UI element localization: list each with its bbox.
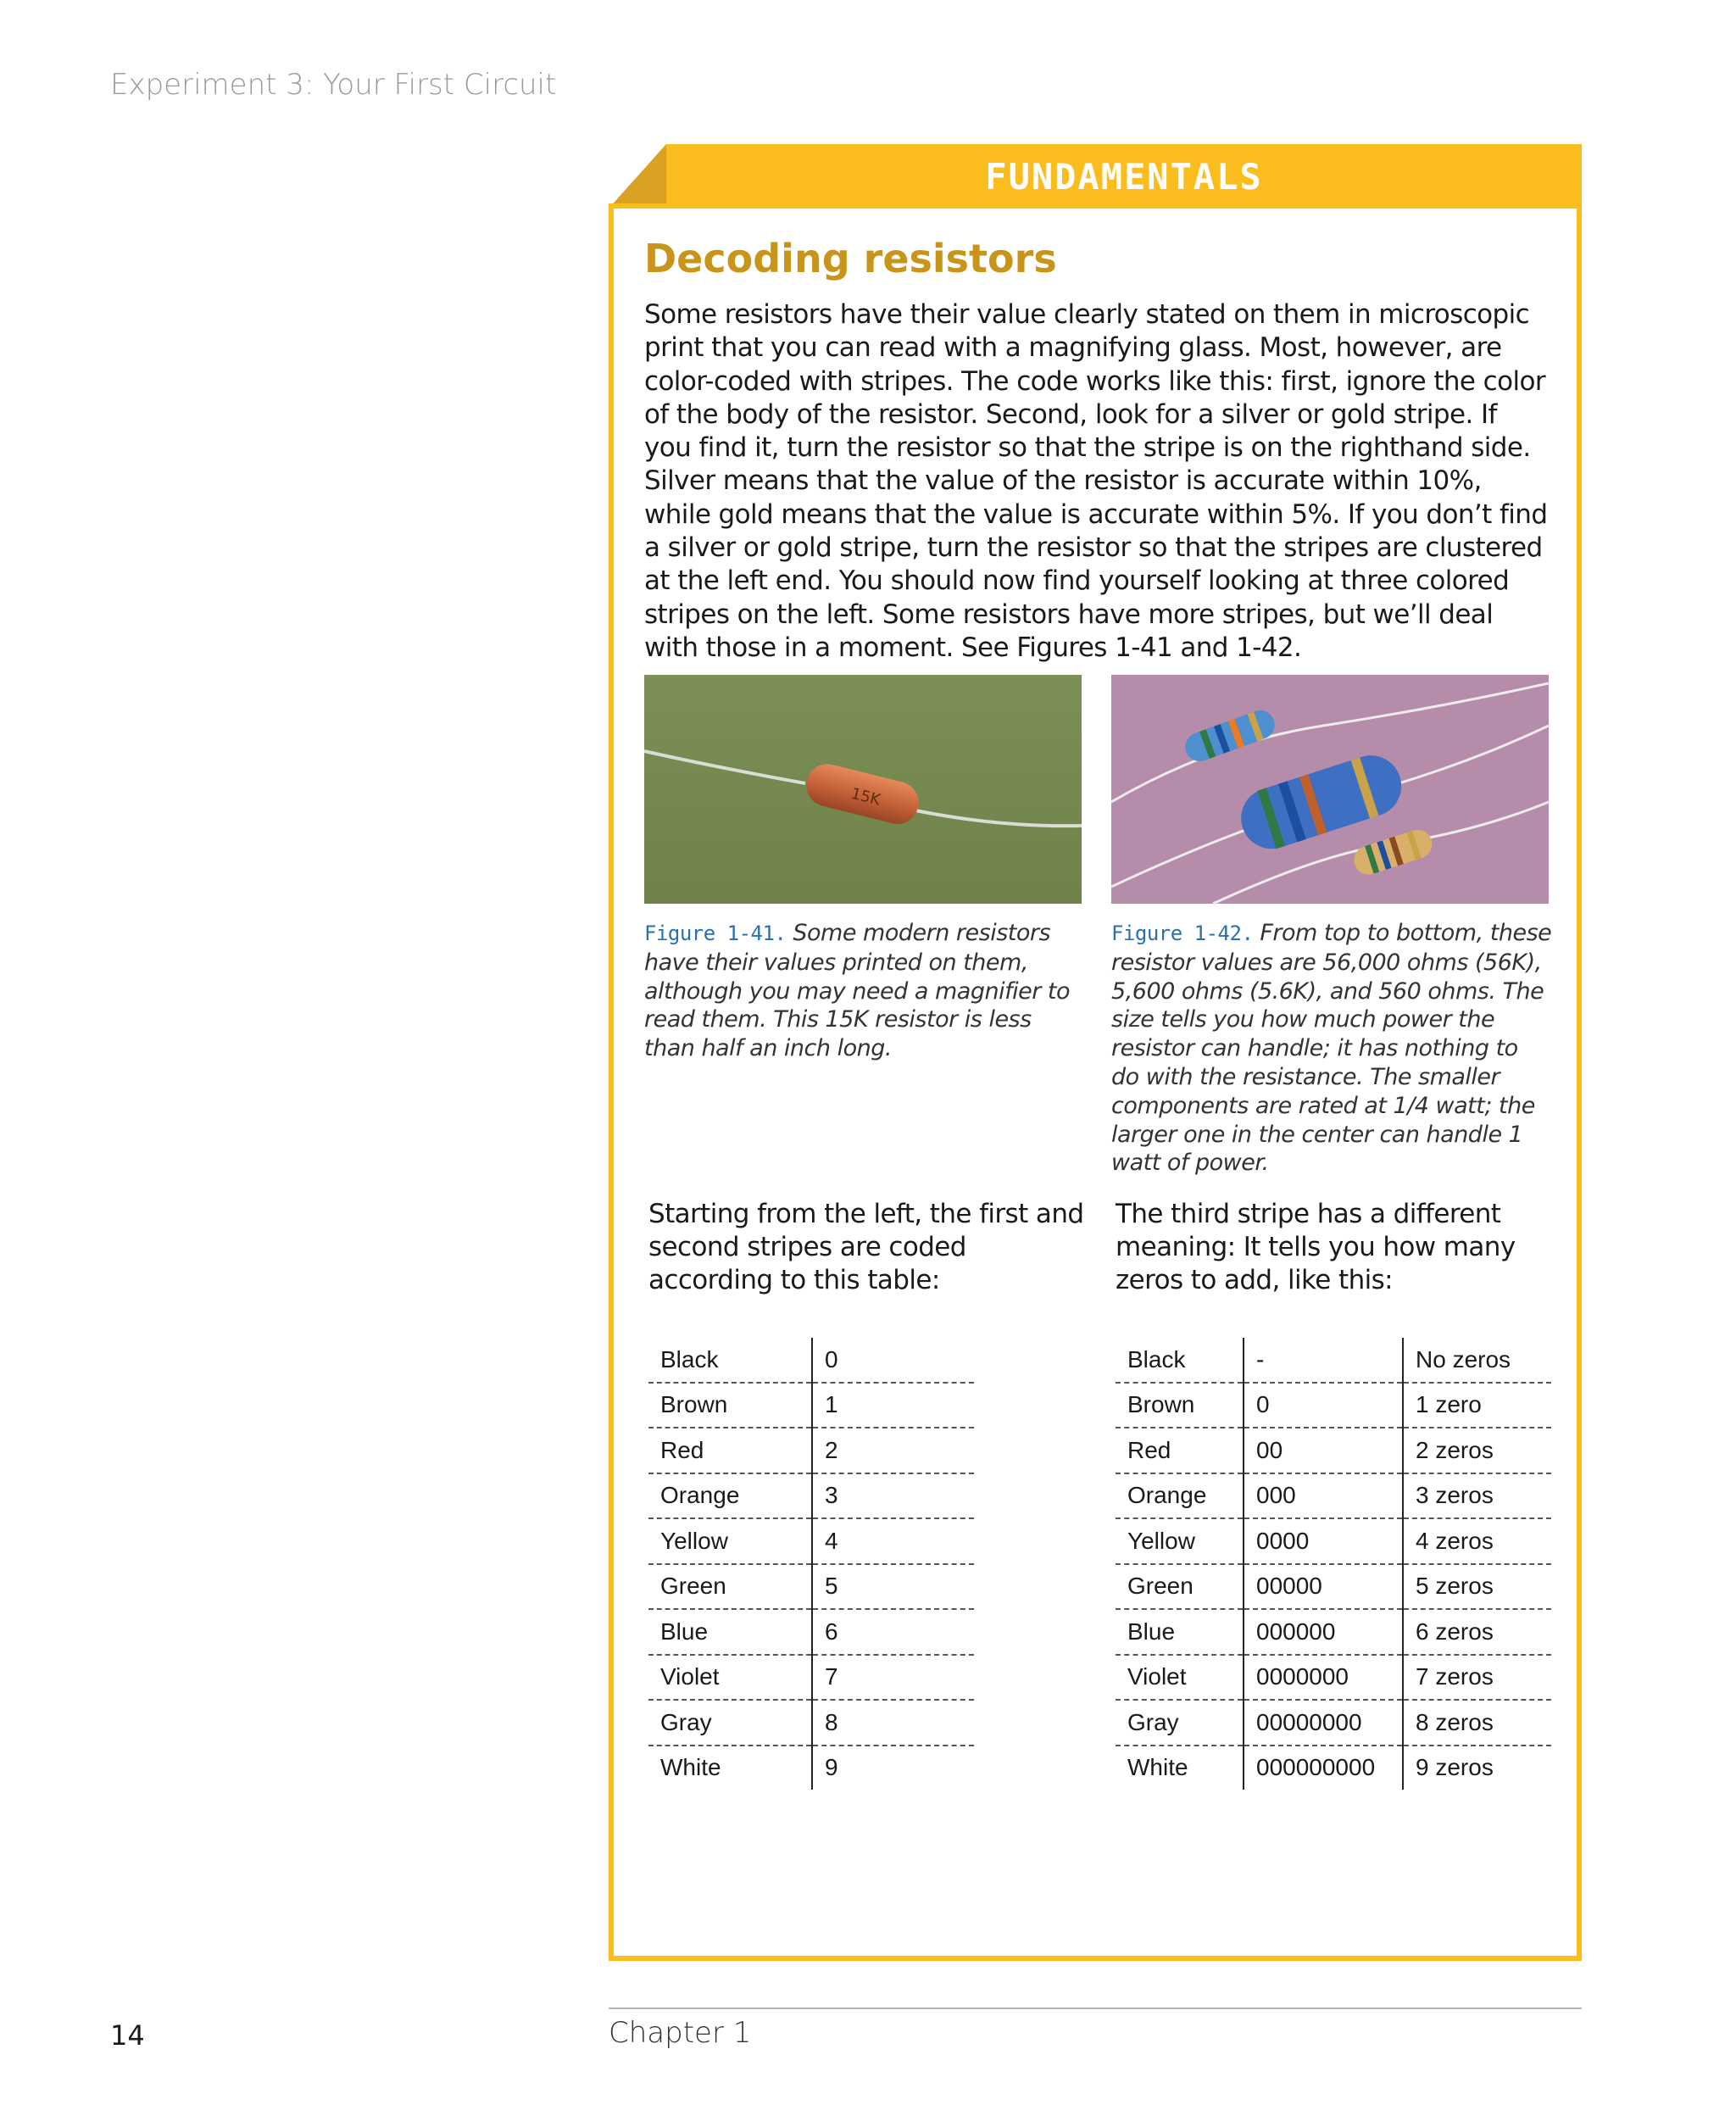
table-cell: White xyxy=(660,1754,721,1781)
table-cell: 8 zeros xyxy=(1403,1700,1551,1746)
table-cell: 0 xyxy=(812,1338,974,1383)
table-cell: 5 xyxy=(812,1564,974,1610)
figure-1-41-caption-text: Some modern resistors have their values printed on them, although you may need a magnifier to read them. This 15K resistor is less than half an inch long. xyxy=(644,920,1071,1062)
page-number: 14 xyxy=(110,2019,145,2052)
table-cell: 9 xyxy=(812,1746,974,1790)
table-cell: 000000 xyxy=(1244,1609,1403,1655)
table-cell: Blue xyxy=(648,1609,812,1655)
table-row xyxy=(1116,1564,1551,1610)
figure-1-42-caption xyxy=(1111,919,1552,1178)
table-row xyxy=(648,1609,974,1655)
table-cell: 1 xyxy=(812,1383,974,1428)
table-cell: 000000000 xyxy=(1244,1746,1403,1790)
table-cell: Yellow xyxy=(648,1518,812,1564)
table-row xyxy=(648,1518,974,1564)
table-row xyxy=(648,1655,974,1701)
table-row xyxy=(648,1473,974,1519)
table-cell: 2 zeros xyxy=(1403,1428,1551,1473)
sidebar-header-bar xyxy=(666,144,1582,212)
table-cell: Blue xyxy=(1116,1609,1244,1655)
table-cell: 0 xyxy=(1244,1383,1403,1428)
table-row xyxy=(1116,1700,1551,1746)
footer-rule xyxy=(609,2007,1582,2009)
table-row xyxy=(1116,1428,1551,1473)
table-row xyxy=(1116,1473,1551,1519)
table-cell: 0000000 xyxy=(1244,1655,1403,1701)
table-row xyxy=(1116,1338,1551,1383)
table-cell: 1 zero xyxy=(1403,1383,1551,1428)
figure-1-41-caption xyxy=(644,919,1085,1063)
figure-1-42-label: Figure 1-42. xyxy=(1111,922,1254,945)
chapter-label: Chapter 1 xyxy=(609,2016,752,2050)
multiplier-table xyxy=(1116,1338,1551,1790)
sidebar-corner-tab xyxy=(609,144,666,209)
table-cell: 4 zeros xyxy=(1403,1518,1551,1564)
table-cell: Orange xyxy=(1116,1473,1244,1519)
table-cell: Gray xyxy=(1116,1700,1244,1746)
table-cell: 4 xyxy=(812,1518,974,1564)
figure-1-41-marking: 15K xyxy=(849,784,882,810)
table-cell: 6 xyxy=(812,1609,974,1655)
table-row xyxy=(648,1746,974,1790)
table-cell: 00 xyxy=(1244,1428,1403,1473)
table-cell: 0000 xyxy=(1244,1518,1403,1564)
table-cell: - xyxy=(1244,1338,1403,1383)
table-cell: Black xyxy=(648,1338,812,1383)
table-cell: 2 xyxy=(812,1428,974,1473)
table-cell: 8 xyxy=(812,1700,974,1746)
table-cell: Red xyxy=(1116,1428,1244,1473)
table-cell: 00000000 xyxy=(1244,1700,1403,1746)
table-cell: 5 zeros xyxy=(1403,1564,1551,1610)
table-cell: No zeros xyxy=(1403,1338,1551,1383)
table-row xyxy=(1116,1655,1551,1701)
table-cell: 3 xyxy=(812,1473,974,1519)
multiplier-table-lead: The third stripe has a different meaning: It tells you how many zeros to add, like this: xyxy=(1116,1199,1516,1295)
table-cell: 6 zeros xyxy=(1403,1609,1551,1655)
figure-1-42-caption-text: From top to bottom, these resistor values are 56,000 ohms (56K), 5,600 ohms (5.6K), and 560 ohms. The size tells you how much power the resistor can handle; it has nothing to do with the resistance. The smaller components are rated at 1/4 watt; the larger one in the center can handle 1 watt of power. xyxy=(1111,920,1552,1177)
figure-1-42-image xyxy=(1111,675,1549,904)
table-cell: Violet xyxy=(648,1655,812,1701)
table-cell: Green xyxy=(648,1564,812,1610)
table-cell: Black xyxy=(1116,1338,1244,1383)
table-cell: Brown xyxy=(1116,1383,1244,1428)
table-row xyxy=(648,1700,974,1746)
running-head: Experiment 3: Your First Circuit xyxy=(110,68,557,102)
sidebar-header-text: FUNDAMENTALS xyxy=(985,156,1263,198)
table-cell: Green xyxy=(1116,1564,1244,1610)
table-row xyxy=(1116,1383,1551,1428)
table-cell: Yellow xyxy=(1116,1518,1244,1564)
table-row xyxy=(648,1383,974,1428)
table-cell: White xyxy=(1127,1754,1188,1781)
table-cell: 7 zeros xyxy=(1403,1655,1551,1701)
table-cell: Red xyxy=(648,1428,812,1473)
table-row xyxy=(648,1428,974,1473)
table-cell: 7 xyxy=(812,1655,974,1701)
table-row xyxy=(648,1564,974,1610)
table-row xyxy=(648,1338,974,1383)
table-cell: 00000 xyxy=(1244,1564,1403,1610)
table-cell: Gray xyxy=(648,1700,812,1746)
table-cell: Brown xyxy=(648,1383,812,1428)
sidebar-intro-paragraph: Some resistors have their value clearly stated on them in microscopic print that you can read with a magnifying glass. Most, however, are color-coded with stripes. The code works like this: first, ignore the color of the body of the resistor. Second, look for a silver or gold stripe. If you find it, turn the resistor so that the stripe is on the righthand side. Silver means that the value of the resistor is accurate within 10%, while gold means that the value is accurate within 5%. If you don’t find a silver or gold stripe, turn the resistor so that the stripes are clustered at the left end. You should now find yourself looking at three colored stripes on the left. Some resistors have more stripes, but we’ll deal with those in a moment. See Figures 1-41 and 1-42. xyxy=(644,299,1548,663)
table-cell: 9 zeros xyxy=(1403,1746,1551,1790)
table-cell: Orange xyxy=(648,1473,812,1519)
digit-table xyxy=(648,1338,974,1790)
table-cell: 000 xyxy=(1244,1473,1403,1519)
figure-1-41-label: Figure 1-41. xyxy=(644,922,787,945)
table-row xyxy=(1116,1609,1551,1655)
table-row xyxy=(1116,1518,1551,1564)
figure-1-41-image xyxy=(644,675,1082,904)
table-cell: 3 zeros xyxy=(1403,1473,1551,1519)
table-cell: Violet xyxy=(1116,1655,1244,1701)
sidebar-title: Decoding resistors xyxy=(644,236,1057,281)
table-row xyxy=(1116,1746,1551,1790)
digit-table-lead: Starting from the left, the first and second stripes are coded according to this table: xyxy=(648,1199,1084,1295)
